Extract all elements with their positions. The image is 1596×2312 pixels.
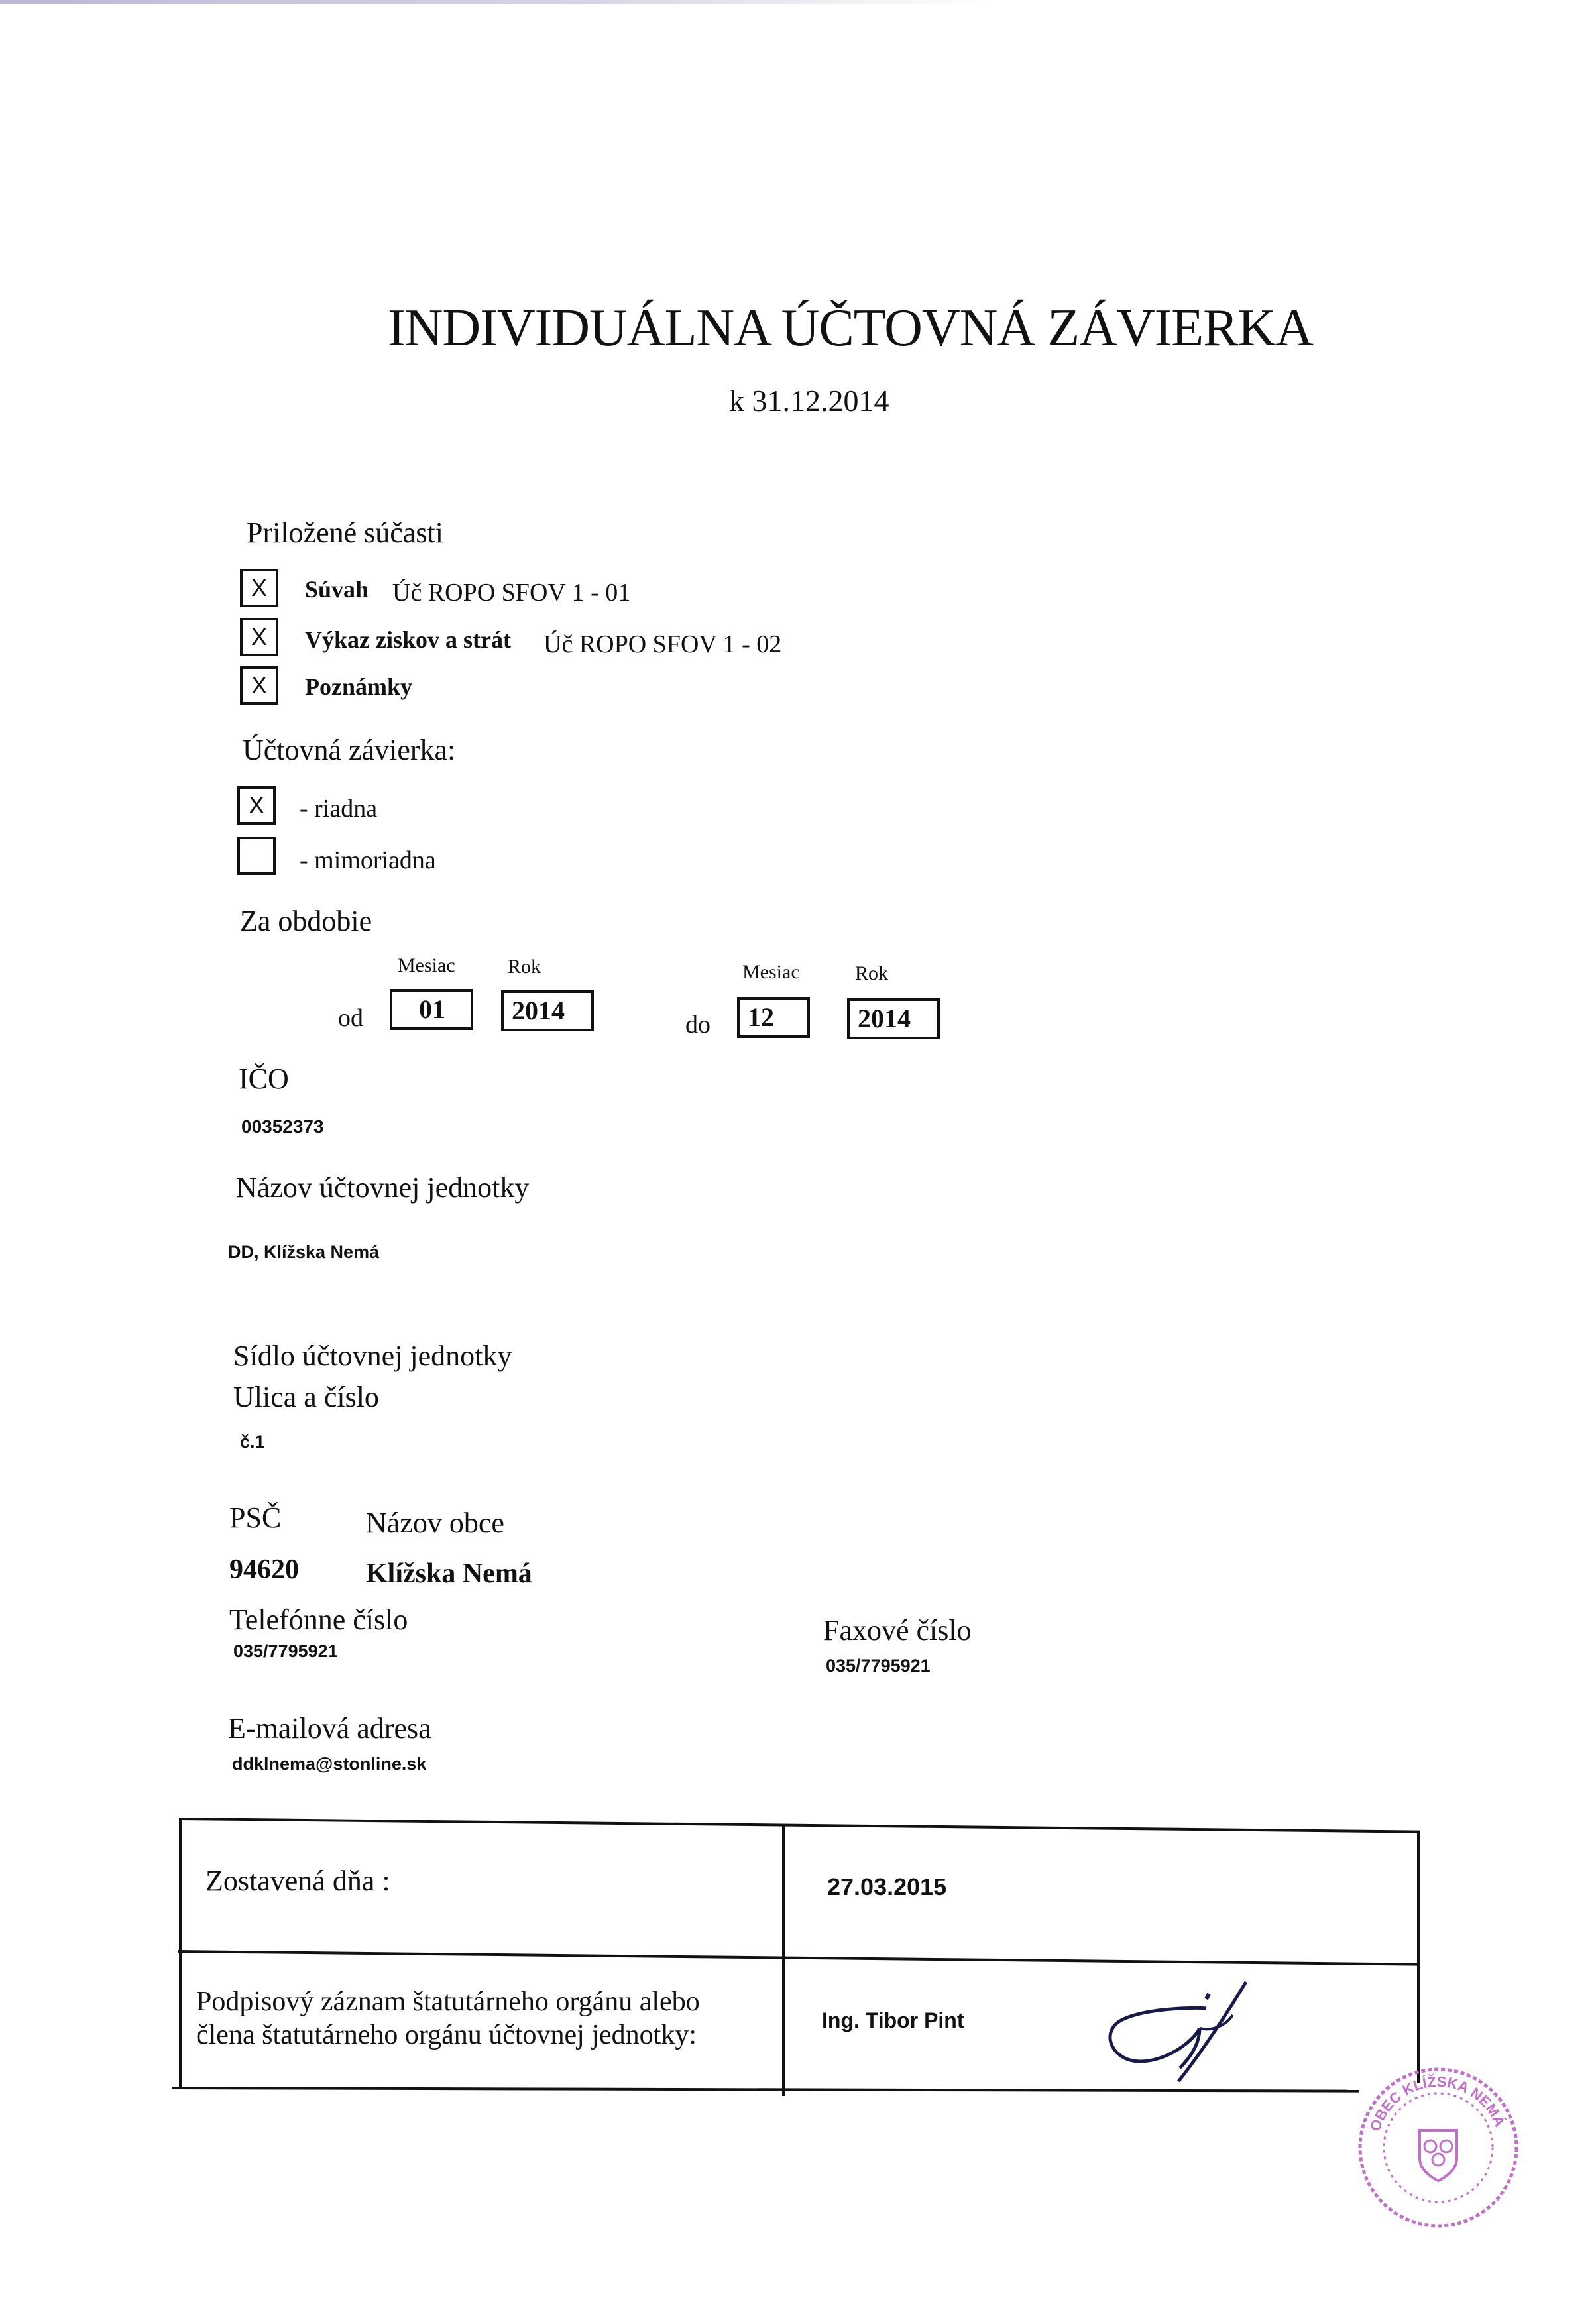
statement-regular-checkbox[interactable]: X xyxy=(237,786,276,825)
compiled-date-value: 27.03.2015 xyxy=(827,1873,947,1900)
from-month-field[interactable]: 01 xyxy=(390,989,473,1030)
attachment-balance-name: Súvah xyxy=(305,576,369,603)
table-border-right xyxy=(1417,1831,1420,2083)
document-title: INDIVIDUÁLNA ÚČTOVNÁ ZÁVIERKA xyxy=(388,299,1314,357)
scan-edge-strip xyxy=(0,0,994,4)
town-label: Názov obce xyxy=(366,1507,504,1539)
phone-value: 035/7795921 xyxy=(233,1641,338,1661)
table-border-center xyxy=(782,1824,785,2096)
official-stamp xyxy=(1352,2061,1524,2234)
statement-extraordinary-label: - mimoriadna xyxy=(300,846,436,874)
to-year-field[interactable]: 2014 xyxy=(847,998,940,1039)
town-value: Klížska Nemá xyxy=(366,1558,532,1589)
attachment-balance-checkbox[interactable]: X xyxy=(240,569,278,607)
attachments-heading: Priložené súčasti xyxy=(247,516,443,549)
signature-label-line2: člena štatutárneho orgánu účtovnej jednotky: xyxy=(196,2020,697,2050)
street-label: Ulica a číslo xyxy=(233,1381,379,1413)
attachment-income-code: Úč ROPO SFOV 1 - 02 xyxy=(543,630,782,658)
ico-value: 00352373 xyxy=(241,1116,324,1137)
email-value: ddklnema@stonline.sk xyxy=(232,1754,427,1774)
fax-label: Faxové číslo xyxy=(823,1614,972,1647)
statement-regular-label: - riadna xyxy=(300,795,378,823)
attachment-income-name: Výkaz ziskov a strát xyxy=(305,626,511,653)
table-border-left xyxy=(179,1819,182,2087)
from-year-label: Rok xyxy=(508,956,542,978)
psc-value: 94620 xyxy=(229,1554,299,1585)
compiled-date-label: Zostavená dňa : xyxy=(205,1865,390,1897)
svg-text:OBEC KLÍŽSKA NEMÁ: OBEC KLÍŽSKA NEMÁ xyxy=(1366,2073,1509,2134)
attachment-notes-checkbox[interactable]: X xyxy=(240,666,278,705)
from-year-field[interactable]: 2014 xyxy=(501,990,594,1031)
statement-extraordinary-checkbox[interactable] xyxy=(237,837,276,875)
email-label: E-mailová adresa xyxy=(228,1712,431,1745)
signatory-name: Ing. Tibor Pint xyxy=(822,2008,964,2032)
to-year-label: Rok xyxy=(855,962,889,984)
document-date: k 31.12.2014 xyxy=(729,384,889,418)
ico-label: IČO xyxy=(239,1063,289,1095)
entity-name-label: Názov účtovnej jednotky xyxy=(236,1171,530,1204)
to-month-label: Mesiac xyxy=(742,961,800,983)
table-border-top xyxy=(179,1818,1420,1833)
to-month-field[interactable]: 12 xyxy=(737,997,810,1038)
from-month-label: Mesiac xyxy=(398,954,455,976)
table-border-middle xyxy=(178,1950,1418,1966)
signature-label-line1: Podpisový záznam štatutárneho orgánu alebo xyxy=(196,1987,700,2017)
attachment-income-checkbox[interactable]: X xyxy=(240,618,278,656)
handwritten-signature xyxy=(1100,1969,1273,2088)
phone-label: Telefónne číslo xyxy=(229,1603,408,1636)
street-value: č.1 xyxy=(240,1432,265,1452)
from-label: od xyxy=(338,1004,363,1032)
attachment-balance-code: Úč ROPO SFOV 1 - 01 xyxy=(392,579,631,607)
seat-label: Sídlo účtovnej jednotky xyxy=(233,1340,512,1372)
to-label: do xyxy=(685,1011,711,1039)
attachment-notes-name: Poznámky xyxy=(305,673,412,700)
entity-name-value: DD, Klížska Nemá xyxy=(228,1242,380,1262)
period-heading: Za obdobie xyxy=(240,905,372,937)
psc-label: PSČ xyxy=(229,1501,282,1534)
fax-value: 035/7795921 xyxy=(826,1656,931,1676)
statement-type-heading: Účtovná závierka: xyxy=(243,734,456,766)
